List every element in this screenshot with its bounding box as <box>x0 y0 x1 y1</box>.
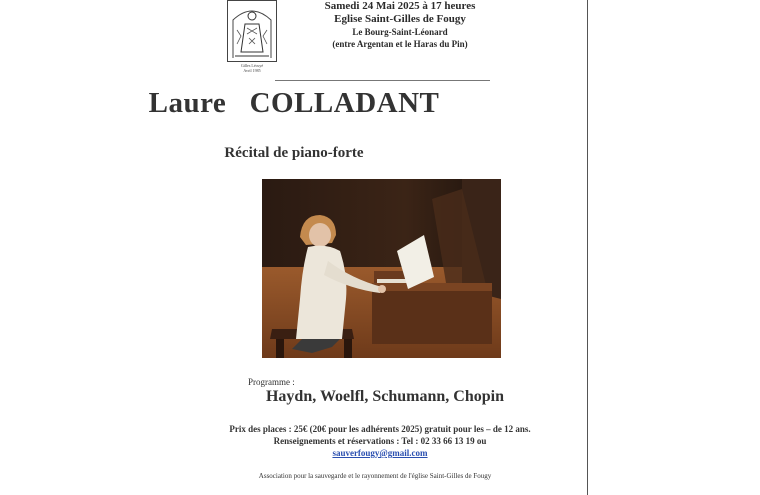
ticket-info <box>180 423 580 459</box>
performer-first-name: Laure <box>148 87 227 119</box>
divider <box>275 80 490 81</box>
programme-composers: Haydn, Woelfl, Schumann, Chopin <box>265 388 504 405</box>
logo-caption <box>227 63 277 73</box>
event-location-note: (entre Argentan et le Haras du Pin) <box>332 39 468 49</box>
prices-line: Prix des places : 25€ (20€ pour les adhérents 2025) gratuit pour les – de 12 ans. <box>229 424 531 434</box>
association-footer: Association pour la sauvegarde et le rayonnement de l'église Saint-Gilles de Fougy <box>258 472 492 480</box>
logo-caption-line1: Gilles Lécuyé <box>240 63 264 68</box>
performer-last-name: COLLADANT <box>249 87 440 119</box>
recital-subtitle: Récital de piano-forte <box>224 145 364 161</box>
saint-gilles-drawing-logo <box>227 0 277 62</box>
event-date: Samedi 24 Mai 2025 à 17 heures <box>324 0 476 12</box>
event-venue: Eglise Saint-Gilles de Fougy <box>334 13 466 25</box>
programme-label: Programme : <box>248 377 295 387</box>
contact-line: Renseignements et réservations : Tel : 02 33 66 13 19 ou <box>273 436 487 446</box>
event-details <box>300 0 500 50</box>
logo-caption-line2: Avril 1985 <box>243 68 261 73</box>
performer-name <box>0 87 588 120</box>
event-town: Le Bourg-Saint-Léonard <box>352 27 448 37</box>
pianist-photo <box>262 179 501 358</box>
email-link[interactable]: sauverfougy@gmail.com <box>332 448 428 458</box>
